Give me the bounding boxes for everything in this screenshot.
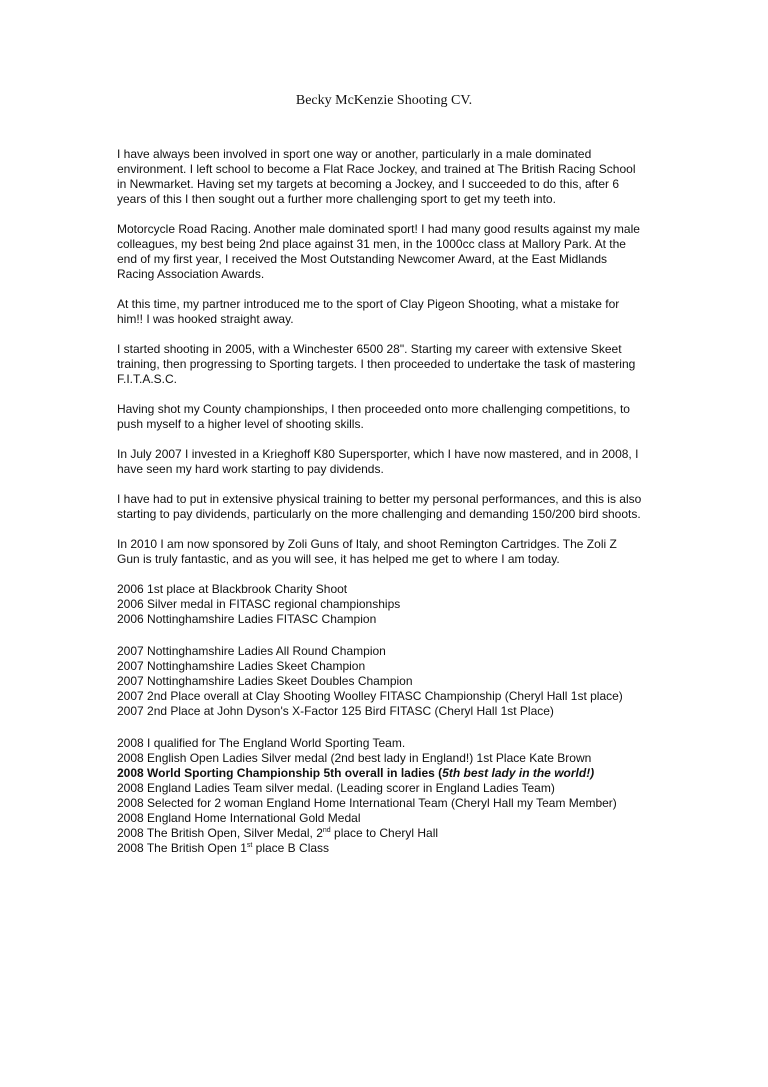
achievement-line: 2007 2nd Place overall at Clay Shooting Woolley FITASC Championship (Cheryl Hall 1st place) — [117, 689, 623, 703]
paragraph-clay-intro: At this time, my partner introduced me to the sport of Clay Pigeon Shooting, what a mistake for him!! I was hooked straight away. — [117, 297, 620, 326]
achievement-line: 2008 England Ladies Team silver medal. (Leading scorer in England Ladies Team) — [117, 781, 555, 795]
british-open-text: 2008 The British Open, Silver Medal, 2 — [117, 826, 323, 840]
achievement-line: 2006 1st place at Blackbrook Charity Shoot — [117, 582, 348, 596]
paragraph-county: Having shot my County championships, I then proceeded onto more challenging competitions, to push myself to a higher level of shooting skills. — [117, 402, 630, 431]
b-class-text: 2008 The British Open 1 — [117, 841, 247, 855]
achievement-line: 2008 English Open Ladies Silver medal (2nd best lady in England!) 1st Place Kate Brown — [117, 751, 592, 765]
achievement-line: 2006 Silver medal in FITASC regional championships — [117, 597, 401, 611]
world-championship-emphasis: 5th best lady in the world!) — [442, 766, 595, 780]
achievement-line-british-open — [117, 826, 642, 841]
achievement-line: 2007 Nottinghamshire Ladies All Round Champion — [117, 644, 386, 658]
achievements-2008 — [117, 736, 642, 856]
ordinal-suffix: st — [246, 842, 253, 849]
paragraph-motorcycle: Motorcycle Road Racing. Another male dominated sport! I had many good results against my male colleagues, my best being 2nd place against 31 men, in the 1000cc class at Mallory Park. At the end of my first year, I received the Most Outstanding Newcomer Award, at the East Midlands Racing Association Awards. — [117, 222, 640, 281]
achievements-2007 — [117, 644, 642, 719]
document-title: Becky McKenzie Shooting CV. — [295, 93, 473, 108]
achievement-line: 2008 I qualified for The England World Sporting Team. — [117, 736, 406, 750]
achievement-line: 2008 England Home International Gold Medal — [117, 811, 361, 825]
paragraph-training: I have had to put in extensive physical training to better my personal performances, and this is also starting to pay dividends, particularly on the more challenging and demanding 150/200 bird shoots. — [117, 492, 642, 521]
paragraph-sponsor: In 2010 I am now sponsored by Zoli Guns of Italy, and shoot Remington Cartridges. The Zoli Z Gun is truly fantastic, and as you will see, it has helped me get to where I am today. — [117, 537, 617, 566]
achievement-line-world — [117, 766, 642, 781]
document-body — [117, 147, 642, 873]
achievement-line: 2007 Nottinghamshire Ladies Skeet Champion — [117, 659, 366, 673]
paragraph-krieghoff: In July 2007 I invested in a Krieghoff K80 Supersporter, which I have now mastered, and in 2008, I have seen my hard work starting to pay dividends. — [117, 447, 639, 476]
achievements-2006 — [117, 582, 642, 627]
achievement-line-b-class — [117, 841, 642, 856]
achievement-line: 2007 2nd Place at John Dyson's X-Factor 125 Bird FITASC (Cheryl Hall 1st Place) — [117, 704, 554, 718]
achievement-line: 2006 Nottinghamshire Ladies FITASC Champion — [117, 612, 377, 626]
achievement-line: 2008 Selected for 2 woman England Home International Team (Cheryl Hall my Team Member) — [117, 796, 617, 810]
ordinal-suffix: nd — [322, 827, 331, 834]
world-championship-text: 2008 World Sporting Championship 5th overall in ladies ( — [117, 766, 443, 780]
paragraph-started-shooting: I started shooting in 2005, with a Winchester 6500 28". Starting my career with extensive Skeet training, then progressing to Sporting targets. I then proceeded to undertake the task of mastering F.I.T.A.S.C. — [117, 342, 636, 386]
achievement-line: 2007 Nottinghamshire Ladies Skeet Doubles Champion — [117, 674, 413, 688]
british-open-text-end: place to Cheryl Hall — [330, 826, 439, 840]
paragraph-jockey: I have always been involved in sport one way or another, particularly in a male dominated environment. I left school to become a Flat Race Jockey, and trained at The British Racing School in Newmarket. Having set my targets at becoming a Jockey, and I succeeded to do this, after 6 years of this I then sought out a further more challenging sport to get my teeth into. — [117, 147, 636, 206]
b-class-text-end: place B Class — [252, 841, 330, 855]
